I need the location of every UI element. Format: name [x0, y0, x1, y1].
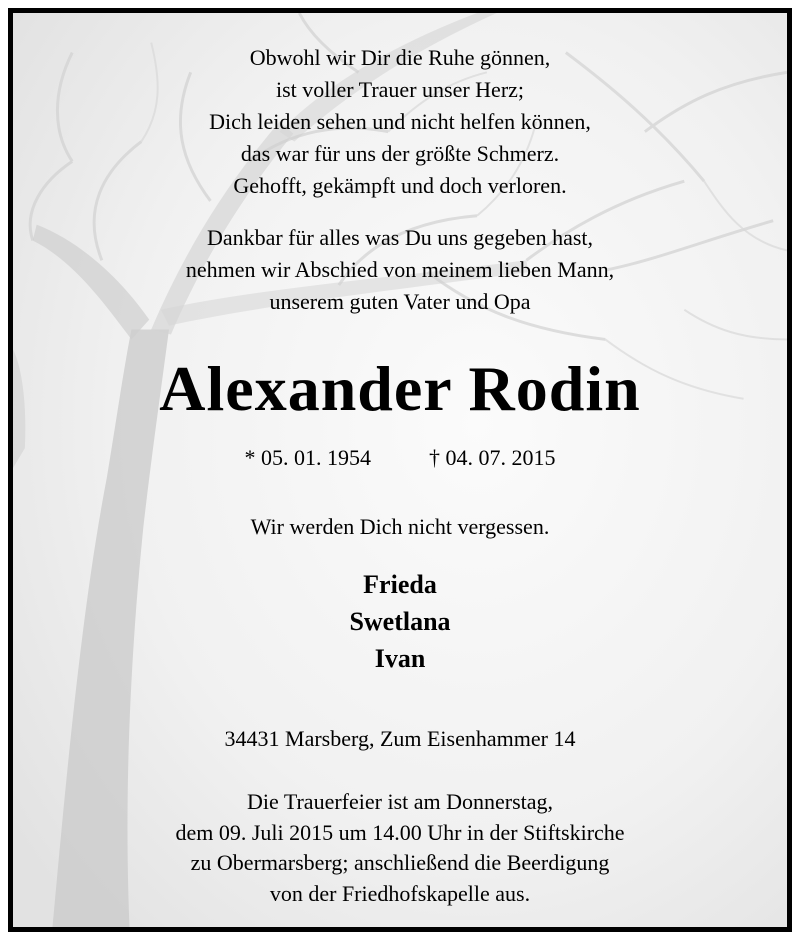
service-line: Die Trauerfeier ist am Donnerstag,	[246, 789, 554, 814]
poem	[13, 42, 787, 202]
poem-line: ist voller Trauer unser Herz;	[275, 77, 525, 102]
life-dates	[13, 443, 787, 473]
family-member: Frieda	[363, 570, 437, 599]
farewell-line: Dankbar für alles was Du uns gegeben hast,	[206, 225, 594, 250]
poem-line: Dich leiden sehen und nicht helfen können,	[209, 109, 591, 134]
funeral-service-info	[13, 787, 787, 909]
obituary-content	[13, 13, 787, 927]
birth-date: * 05. 01. 1954	[244, 445, 371, 470]
death-date: † 04. 07. 2015	[429, 445, 556, 470]
obituary-frame	[8, 8, 792, 932]
poem-line: Obwohl wir Dir die Ruhe gönnen,	[249, 45, 551, 70]
deceased-name: Alexander Rodin	[159, 353, 641, 424]
poem-line: Gehofft, gekämpft und doch verloren.	[233, 173, 567, 198]
address: 34431 Marsberg, Zum Eisenhammer 14	[224, 726, 576, 751]
service-line: dem 09. Juli 2015 um 14.00 Uhr in der Stiftskirche	[175, 819, 625, 845]
service-line: zu Obermarsberg; anschließend die Beerdigung	[190, 850, 610, 875]
family-member: Ivan	[374, 644, 426, 673]
family-member: Swetlana	[349, 607, 451, 636]
remember-line: Wir werden Dich nicht vergessen.	[250, 514, 550, 539]
farewell-line: unserem guten Vater und Opa	[269, 289, 531, 314]
service-line: von der Friedhofskapelle aus.	[269, 880, 531, 906]
family-names	[13, 566, 787, 677]
farewell-text	[13, 222, 787, 318]
poem-line: das war für uns der größte Schmerz.	[240, 141, 560, 166]
farewell-line: nehmen wir Abschied von meinem lieben Mann,	[185, 257, 615, 282]
